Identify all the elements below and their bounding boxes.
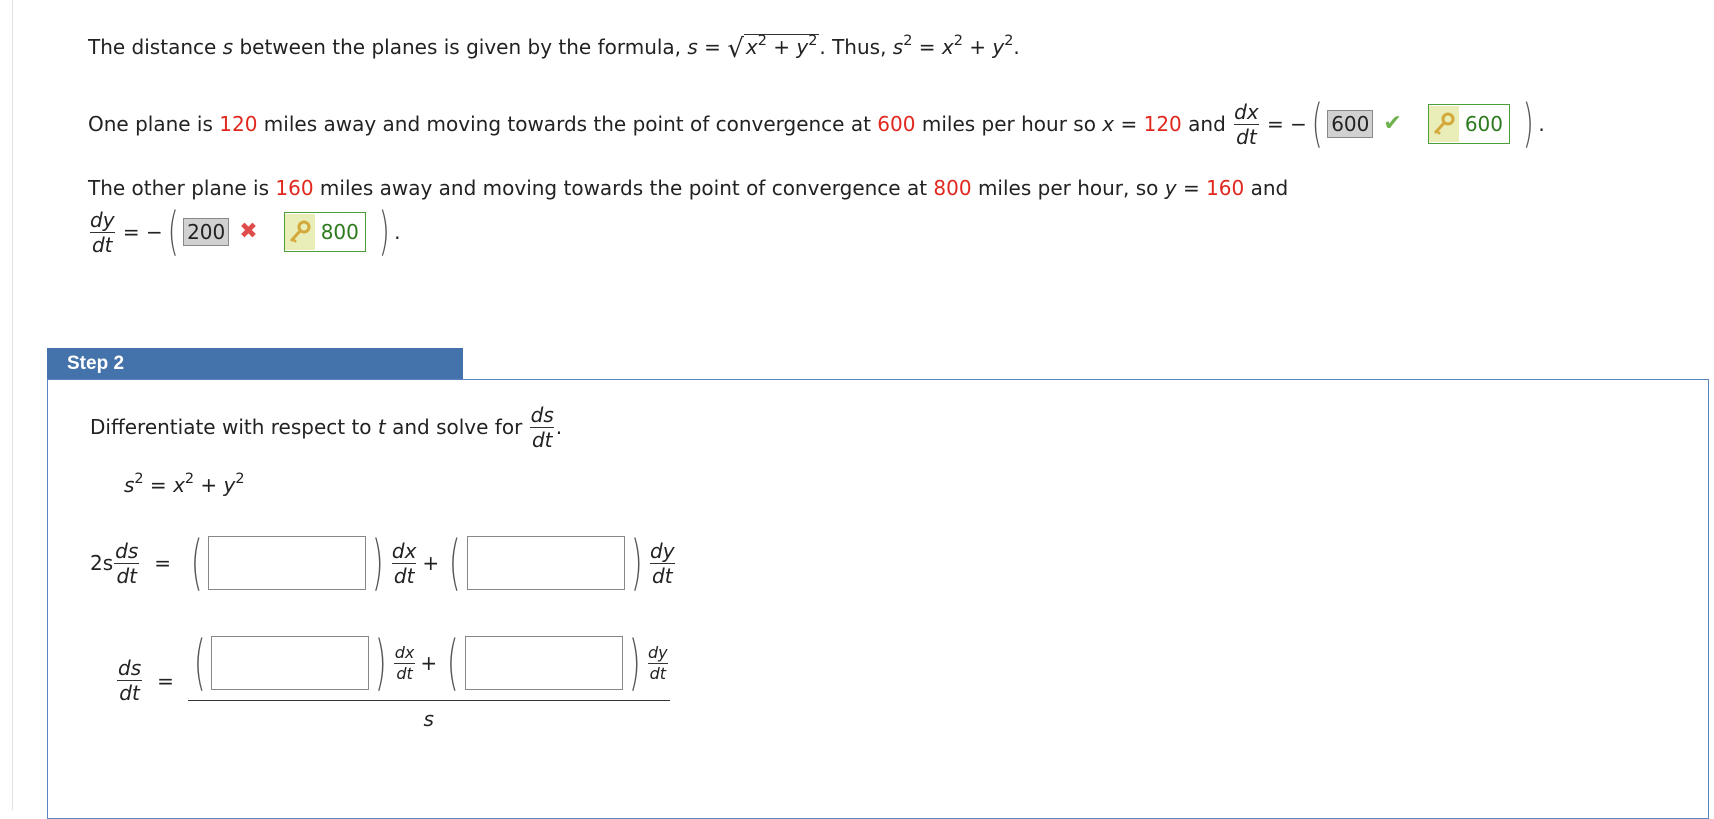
equals-negative: = − <box>1260 112 1307 136</box>
var-s: s <box>423 707 434 731</box>
frac-num: ds <box>530 402 554 427</box>
exponent: 2 <box>808 33 818 50</box>
step2-instruction <box>90 400 562 454</box>
equals: = <box>154 551 172 575</box>
text: Differentiate with respect to <box>90 415 378 439</box>
plus: + <box>766 35 797 59</box>
key-value: 800 <box>320 220 359 244</box>
open-paren: ( <box>190 528 203 598</box>
open-paren: ( <box>193 628 206 698</box>
open-paren: ( <box>446 628 459 698</box>
formula-line <box>88 33 1020 64</box>
var-x: x <box>745 35 758 59</box>
answer-key-dxdt[interactable] <box>1428 104 1510 144</box>
period: . <box>1013 35 1020 59</box>
radical-sign: √ <box>727 34 744 64</box>
exponent: 2 <box>903 33 913 50</box>
dy-dt-fraction <box>88 208 117 257</box>
frac-den: dt <box>531 427 553 452</box>
var-s: s <box>124 473 135 497</box>
plus: + <box>194 473 224 497</box>
text: and <box>1181 112 1233 136</box>
text: The distance <box>88 35 223 59</box>
plus: + <box>422 551 440 575</box>
text: between the planes is given by the formula, <box>233 35 688 59</box>
open-paren: ( <box>1311 94 1323 154</box>
text: miles per hour, so <box>971 176 1165 200</box>
var-s: s <box>892 35 904 59</box>
text: miles away and moving towards the point of convergence at <box>313 176 934 200</box>
dx-dt-fraction <box>390 539 419 588</box>
big-fraction-denominator <box>188 700 670 731</box>
big-fraction-numerator <box>188 630 670 700</box>
ds-dt-fraction <box>529 403 556 452</box>
plus: + <box>420 651 438 675</box>
frac-num: dx <box>394 643 415 663</box>
equation-3 <box>116 630 670 731</box>
var-t: t <box>377 415 386 439</box>
text: and solve for <box>385 415 529 439</box>
step-2-header[interactable]: Step 2 <box>47 348 463 380</box>
frac-den: dt <box>1236 124 1257 149</box>
text: miles away and moving towards the point of convergence at <box>257 112 878 136</box>
answer-input-dxdt[interactable]: 600 <box>1327 110 1373 138</box>
text: One plane is <box>88 112 220 136</box>
equals-negative: = − <box>116 220 163 244</box>
plane2-speed: 800 <box>933 176 972 200</box>
cross-icon: ✖ <box>239 219 258 244</box>
dy-dt-fraction <box>648 539 677 588</box>
frac-den: dt <box>91 232 113 257</box>
equation-1 <box>124 471 245 497</box>
var-x: x <box>1102 112 1115 136</box>
text: miles per hour so <box>915 112 1103 136</box>
close-paren: ) <box>375 628 387 698</box>
frac-num: dy <box>647 643 668 663</box>
period: . <box>394 220 401 244</box>
equals: = <box>157 668 174 693</box>
frac-num: dx <box>1234 99 1259 124</box>
x-value: 120 <box>1143 112 1182 136</box>
plane1-line <box>88 94 1545 154</box>
key-value: 600 <box>1464 112 1504 136</box>
exponent: 2 <box>235 471 245 488</box>
frac-den: dt <box>393 563 415 588</box>
frac-num: dx <box>391 538 417 563</box>
plane2-line <box>88 178 1288 198</box>
coefficient-input-dydt[interactable] <box>467 536 625 590</box>
equals: = <box>1176 176 1207 200</box>
frac-den: dt <box>396 663 413 683</box>
frac-den: dt <box>119 681 140 705</box>
y-value: 160 <box>1206 176 1245 200</box>
var-s: s <box>222 35 234 59</box>
text: The other plane is <box>88 176 276 200</box>
var-x: x <box>941 35 954 59</box>
ds-dt-fraction <box>116 656 143 705</box>
open-paren: ( <box>167 202 179 262</box>
period: . <box>555 415 563 439</box>
close-paren: ) <box>372 528 385 598</box>
plus: + <box>962 35 993 59</box>
open-paren: ( <box>449 528 461 598</box>
frac-num: ds <box>115 538 139 563</box>
s-equals: s = <box>687 35 721 59</box>
key-icon <box>285 214 315 250</box>
frac-den: dt <box>116 563 137 588</box>
close-paren: ) <box>378 202 390 262</box>
radicand <box>744 34 819 59</box>
plane1-distance: 120 <box>219 112 258 136</box>
var-y: y <box>223 473 236 497</box>
plane1-speed: 600 <box>877 112 916 136</box>
answer-input-dydt[interactable]: 200 <box>183 218 229 246</box>
plane2-distance: 160 <box>275 176 314 200</box>
var-y: y <box>992 35 1005 59</box>
equals: = <box>143 473 174 497</box>
dx-dt-fraction <box>393 643 417 682</box>
close-paren: ) <box>628 628 641 698</box>
period: . <box>1538 112 1545 136</box>
sqrt-expression <box>727 33 819 64</box>
coefficient-input-dxdt[interactable] <box>208 536 366 590</box>
key-icon <box>1429 106 1459 142</box>
frac-num: dy <box>650 538 675 563</box>
frac-num: ds <box>118 656 142 680</box>
var-y: y <box>1164 176 1177 200</box>
equals: = <box>912 35 942 59</box>
left-rule <box>12 0 13 810</box>
check-icon: ✔ <box>1383 111 1402 136</box>
exponent: 2 <box>134 471 144 488</box>
dy-dt-fraction <box>646 643 670 682</box>
exponent: 2 <box>757 33 767 50</box>
solve-input-dydt[interactable] <box>465 636 623 690</box>
var-x: x <box>173 473 185 497</box>
ds-dt-fraction <box>113 539 140 588</box>
var-y: y <box>796 35 809 59</box>
exponent: 2 <box>184 471 195 488</box>
frac-den: dt <box>652 563 673 588</box>
frac-den: dt <box>649 663 666 683</box>
dx-dt-fraction <box>1232 100 1261 149</box>
big-fraction <box>188 630 670 731</box>
exponent: 2 <box>1004 33 1014 50</box>
solve-input-dxdt[interactable] <box>211 636 369 690</box>
text: . Thus, <box>819 35 893 59</box>
close-paren: ) <box>630 528 643 598</box>
equation-2 <box>90 530 677 596</box>
coefficient: 2s <box>90 551 114 575</box>
answer-key-dydt[interactable] <box>284 212 366 252</box>
exponent: 2 <box>953 33 963 50</box>
equals: = <box>1114 112 1144 136</box>
close-paren: ) <box>1522 94 1534 154</box>
dy-dt-line <box>88 202 401 262</box>
text: and <box>1244 176 1289 200</box>
frac-num: dy <box>90 207 115 232</box>
